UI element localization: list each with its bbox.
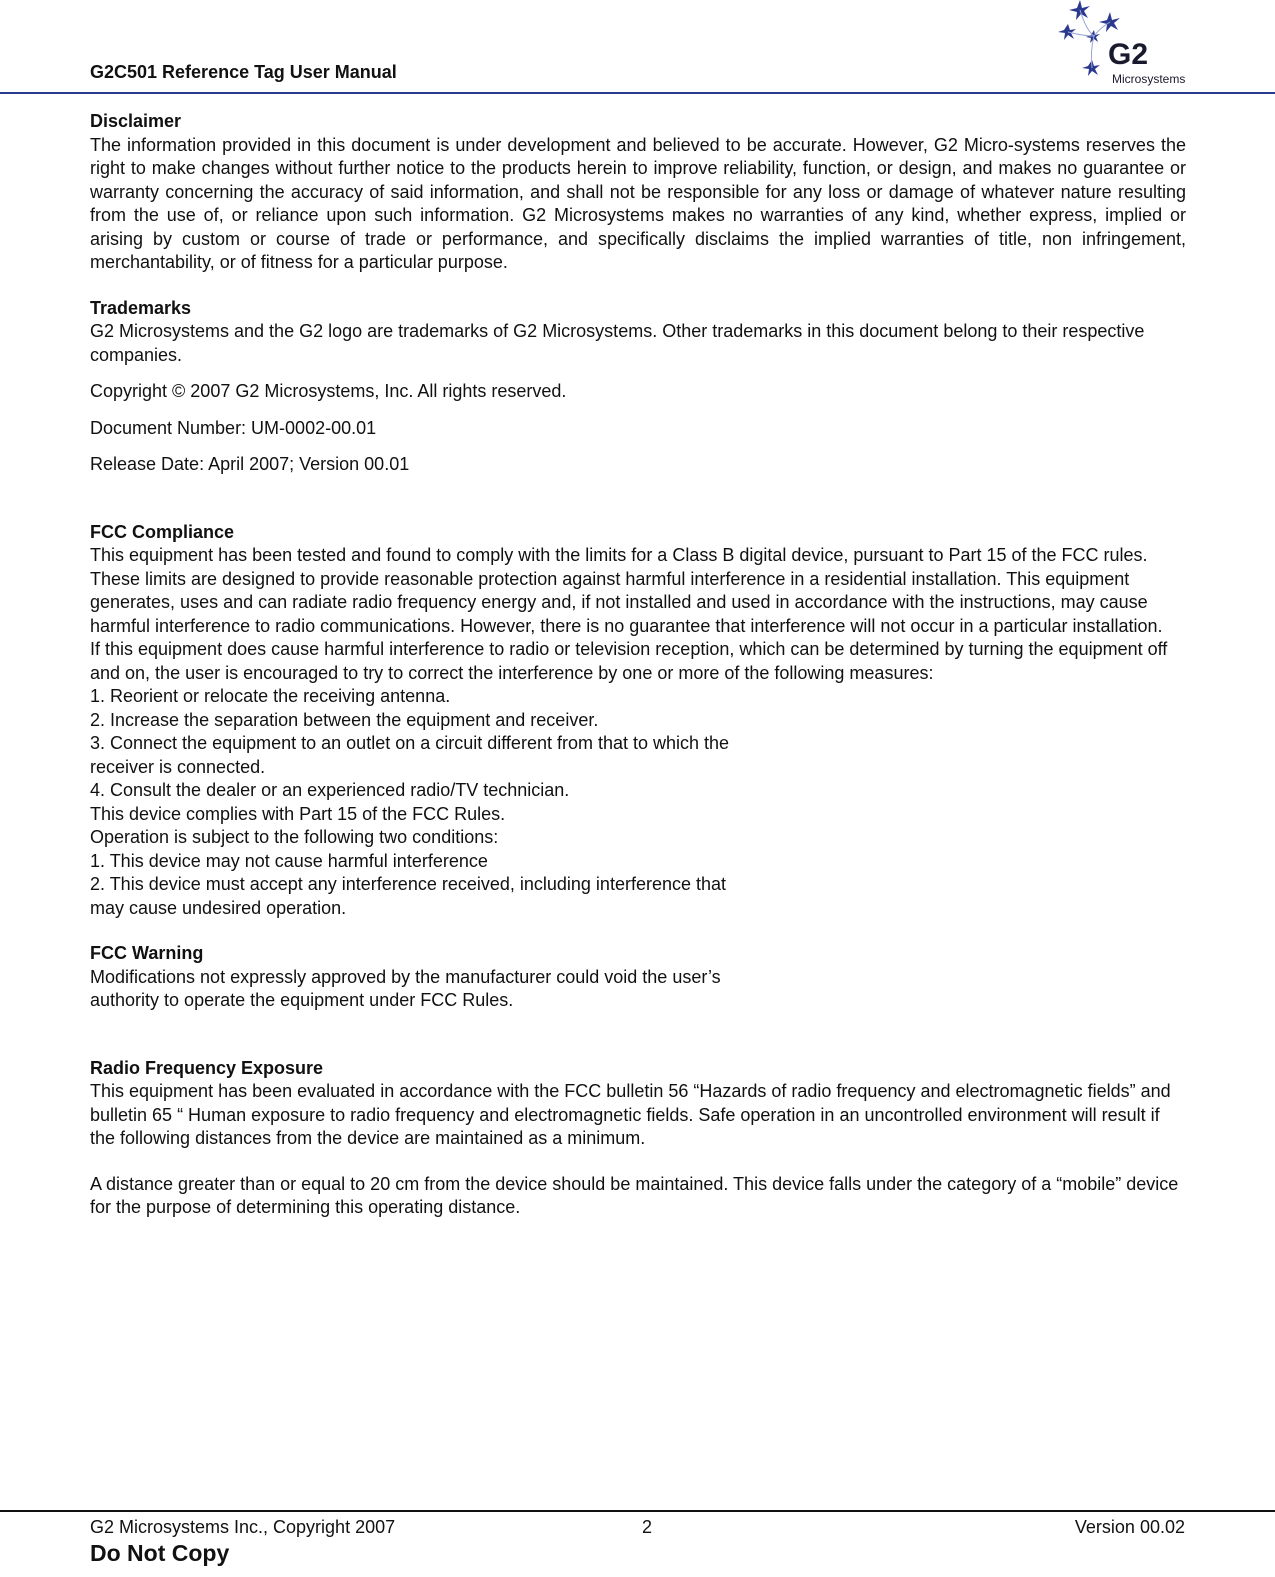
list-item: 2. Increase the separation between the equipment and receiver. <box>90 709 599 730</box>
list-item: Operation is subject to the following two conditions: <box>90 827 499 847</box>
footer-divider <box>0 1510 1275 1512</box>
fcc-warning-line: Modifications not expressly approved by the manufacturer could void the user’s <box>90 966 721 987</box>
trademarks-text: G2 Microsystems and the G2 logo are trademarks of G2 Microsystems. Other trademarks in this document belong to their respective companies. <box>90 321 1145 365</box>
disclaimer-text: The information provided in this document is under development and believed to be accurate. However, G2 Micro-systems reserves the right to make changes without further notice to the products herein to improve reliability, function, or design, and makes no guarantee or warranty concerning the accuracy of said information, and shall not be responsible for any loss or damage of whatever nature resulting from the use of, or reliance upon such information. G2 Microsystems makes no warranties of any kind, whether express, implied or arising by custom or course of trade or performance, and specifically disclaims the implied warranties of title, non infringement, merchantability, or of fitness for a particular purpose. <box>90 134 1186 272</box>
trademarks-section <box>90 297 1186 368</box>
document-number: Document Number: UM-0002-00.01 <box>90 417 377 438</box>
copyright-line: Copyright © 2007 G2 Microsystems, Inc. All rights reserved. <box>90 381 567 401</box>
rf-exposure-section <box>90 1057 1186 1220</box>
list-item: 4. Consult the dealer or an experienced radio/TV technician. <box>90 780 570 800</box>
rf-exposure-distance-text: A distance greater than or equal to 20 cm from the device should be maintained. This device falls under the category of a “mobile” device for the purpose of determining this operating distance. <box>90 1173 1179 1217</box>
document-title: G2C501 Reference Tag User Manual <box>90 62 397 82</box>
rf-exposure-text: This equipment has been evaluated in accordance with the FCC bulletin 56 “Hazards of radio frequency and electromagnetic fields” and bulletin 65 “ Human exposure to radio frequency and electromagnetic fields. Safe operation in an uncontrolled environment will result if the following distances from the device are maintained as a minimum. <box>90 1081 1171 1148</box>
footer-copyright: G2 Microsystems Inc., Copyright 2007 <box>90 1517 396 1537</box>
do-not-copy-note: Do Not Copy <box>90 1540 230 1566</box>
disclaimer-section <box>90 110 1186 275</box>
list-item: 2. This device must accept any interference received, including interference that <box>90 874 727 894</box>
fcc-compliance-text: This equipment has been tested and found to comply with the limits for a Class B digital device, pursuant to Part 15 of the FCC rules. These limits are designed to provide reasonable protection against harmful interference in a residential installation. This equipment generates, uses and can radiate radio frequency energy and, if not installed and used in accordance with the instructions, may cause harmful interference to radio communications. However, there is no guarantee that interference will not occur in a particular installation. If this equipment does cause harmful interference to radio or television reception, which can be determined by turning the equipment off and on, the user is encouraged to try to correct the interference by one or more of the following measures: <box>90 545 1168 683</box>
list-item: 1. This device may not cause harmful interference <box>90 850 488 871</box>
fcc-compliance-list <box>90 685 1186 920</box>
fcc-warning-section <box>90 942 1186 1013</box>
disclaimer-title: Disclaimer <box>90 111 182 131</box>
rf-exposure-title: Radio Frequency Exposure <box>90 1057 324 1078</box>
header-divider <box>0 92 1275 94</box>
fcc-warning-line: authority to operate the equipment under FCC Rules. <box>90 990 514 1010</box>
fcc-compliance-section <box>90 521 1186 921</box>
list-item: receiver is connected. <box>90 756 266 777</box>
fcc-warning-title: FCC Warning <box>90 943 204 963</box>
list-item: 3. Connect the equipment to an outlet on a circuit different from that to which the <box>90 733 730 753</box>
trademarks-title: Trademarks <box>90 297 192 318</box>
list-item: 1. Reorient or relocate the receiving antenna. <box>90 686 451 706</box>
release-date: Release Date: April 2007; Version 00.01 <box>90 454 410 474</box>
list-item: may cause undesired operation. <box>90 897 347 918</box>
list-item: This device complies with Part 15 of the FCC Rules. <box>90 803 506 824</box>
page-content <box>90 110 1186 1220</box>
fcc-compliance-title: FCC Compliance <box>90 521 235 542</box>
footer-version: Version 00.02 <box>1074 1517 1185 1537</box>
logo-mark: G2 <box>1108 38 1149 71</box>
page-number: 2 <box>642 1517 653 1537</box>
logo-text: Microsystems <box>1112 72 1186 86</box>
